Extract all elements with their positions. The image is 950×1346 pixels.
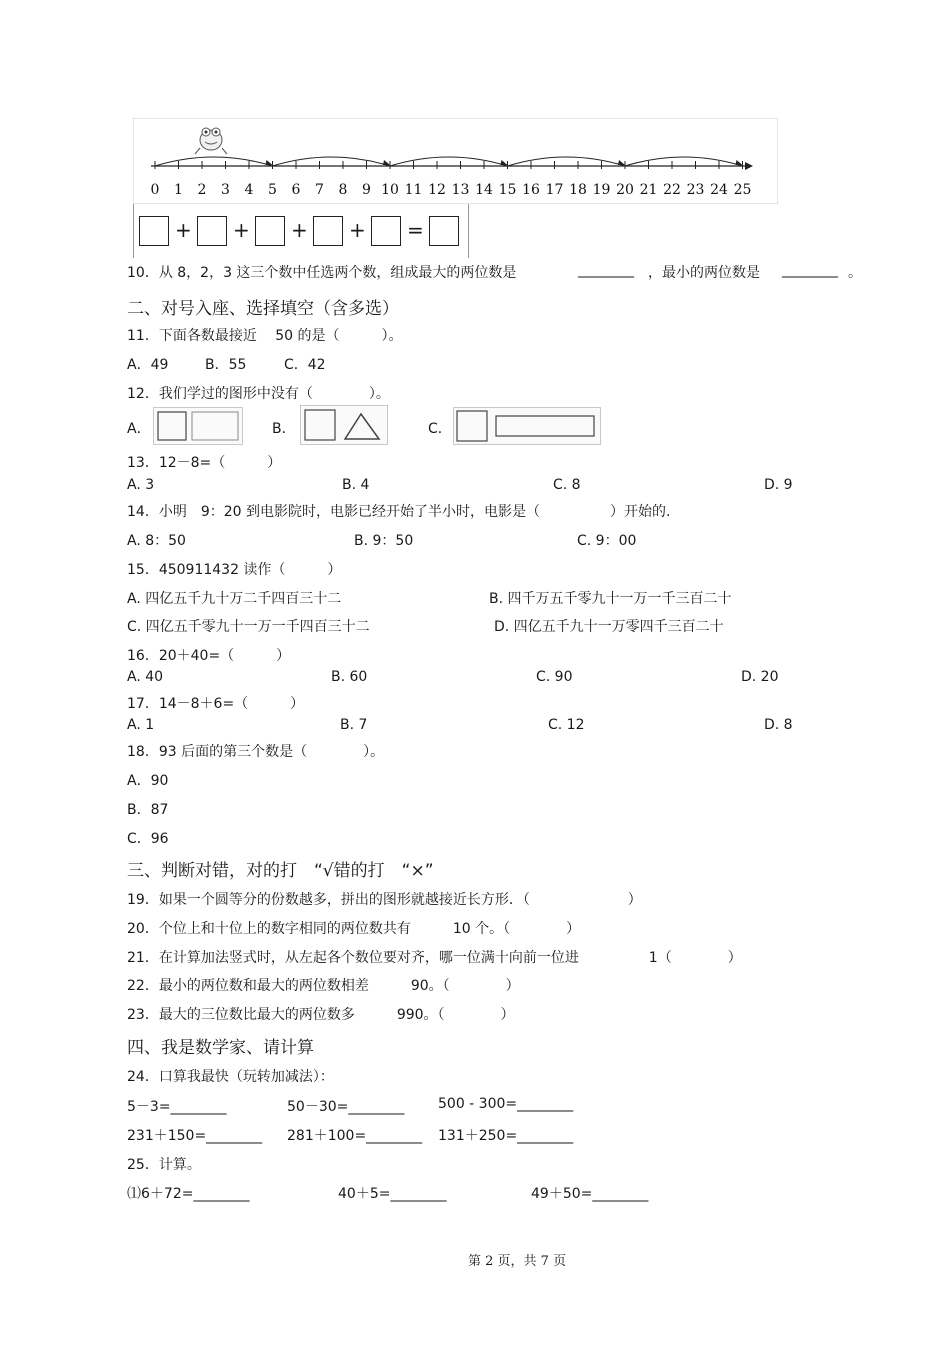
q14-option-b: B. 9：50 <box>354 533 414 549</box>
answer-box <box>313 216 343 246</box>
q15-option-c: C. 四亿五千零九十一万一千四百三十二 <box>127 619 370 635</box>
tick-label: 13 <box>451 182 470 198</box>
tick-label: 18 <box>569 182 587 198</box>
q14-option-c: C. 9：00 <box>577 533 637 549</box>
number-line-figure <box>133 118 778 204</box>
plus-sign: + <box>233 218 250 242</box>
question-22: 22．最小的两位数和最大的两位数相差 90。（ ） <box>127 978 520 994</box>
q25-item-2: 40＋5=________ <box>338 1186 447 1202</box>
tick-label: 8 <box>338 182 348 198</box>
question-14: 14．小明 9：20 到电影院时，电影已经开始了半小时，电影是（ ）开始的. <box>127 504 671 520</box>
q13-option-c: C. 8 <box>553 477 581 493</box>
question-16: 16．20＋40=（ ） <box>127 648 291 664</box>
question-24: 24．口算我最快（玩转加减法）： <box>127 1069 334 1085</box>
q12-option-c: C． <box>428 421 452 437</box>
tick-label: 17 <box>545 182 564 198</box>
question-15: 15．450911432 读作（ ） <box>127 562 342 578</box>
tick-label: 25 <box>733 182 752 198</box>
tick-label: 24 <box>710 182 728 198</box>
tick-label: 10 <box>381 182 399 198</box>
q10-mid: ，最小的两位数是 <box>648 265 760 281</box>
plus-sign: + <box>349 218 366 242</box>
plus-sign: + <box>291 218 308 242</box>
section-2-heading: 二、对号入座、选择填空（含多选） <box>127 299 399 319</box>
square-triangle-icon <box>301 406 387 444</box>
q24-item-3: 500 - 300=________ <box>438 1096 574 1112</box>
q12-option-b: B． <box>272 421 296 437</box>
tick-label: 2 <box>197 182 207 198</box>
question-23: 23．最大的三位数比最大的两位数多 990。（ ） <box>127 1007 515 1023</box>
q24-item-4: 231＋150=________ <box>127 1128 263 1144</box>
tick-label: 1 <box>174 182 183 198</box>
tick-label: 15 <box>498 182 517 198</box>
answer-box <box>139 216 169 246</box>
question-21: 21．在计算加法竖式时，从左起各个数位要对齐，哪一位满十向前一位进 1（ ） <box>127 950 742 966</box>
q12-shape-b <box>300 405 388 445</box>
q12-option-a: A． <box>127 421 151 437</box>
q16-option-d: D. 20 <box>741 669 779 685</box>
tick-label: 19 <box>592 182 611 198</box>
tick-label: 0 <box>150 182 160 198</box>
tick-label: 20 <box>616 182 634 198</box>
q11-option-c: C．42 <box>284 357 326 373</box>
q18-option-a: A．90 <box>127 773 169 789</box>
q14-option-a: A. 8：50 <box>127 533 186 549</box>
q13-option-d: D. 9 <box>764 477 793 493</box>
q10-end: 。 <box>848 265 862 281</box>
question-19: 19．如果一个圆等分的份数越多，拼出的图形就越接近长方形．（ ） <box>127 892 642 908</box>
question-17: 17．14－8＋6=（ ） <box>127 696 305 712</box>
section-3-heading: 三、判断对错，对的打 “√错的打 “×” <box>127 861 434 881</box>
q24-item-1: 5－3=________ <box>127 1099 227 1115</box>
tick-label: 14 <box>475 182 493 198</box>
question-13: 13．12－8=（ ） <box>127 455 282 471</box>
answer-box <box>197 216 227 246</box>
page-footer: 第 2 页，共 7 页 <box>468 1254 567 1269</box>
question-12: 12．我们学过的图形中没有（ ）。 <box>127 386 390 402</box>
q17-option-a: A. 1 <box>127 717 155 733</box>
q16-option-c: C. 90 <box>536 669 573 685</box>
q25-item-1: ⑴6＋72=________ <box>127 1186 250 1202</box>
q16-option-a: A. 40 <box>127 669 164 685</box>
question-25: 25．计算。 <box>127 1157 201 1173</box>
square-rectangle-icon <box>154 408 242 444</box>
tick-label: 5 <box>268 182 277 198</box>
q10-blank-2: ________ <box>782 262 838 278</box>
q17-option-b: B. 7 <box>340 717 368 733</box>
plus-sign: + <box>175 218 192 242</box>
question-18: 18．93 后面的第三个数是（ ）。 <box>127 744 385 760</box>
q13-option-b: B. 4 <box>342 477 370 493</box>
question-20: 20．个位上和十位上的数字相同的两位数共有 10 个。（ ） <box>127 921 581 937</box>
q15-option-a: A. 四亿五千九十万二千四百三十二 <box>127 591 342 607</box>
tick-label: 16 <box>522 182 540 198</box>
q15-option-b: B. 四千万五千零九十一万一千三百二十 <box>489 591 732 607</box>
q17-option-c: C. 12 <box>548 717 585 733</box>
tick-label: 9 <box>362 182 371 198</box>
q10-blank-1: ________ <box>578 262 634 278</box>
tick-label: 23 <box>686 182 705 198</box>
tick-label: 6 <box>291 182 301 198</box>
answer-box <box>255 216 285 246</box>
tick-label: 7 <box>315 182 324 198</box>
q24-item-2: 50－30=________ <box>287 1099 405 1115</box>
q18-option-b: B．87 <box>127 802 169 818</box>
q13-option-a: A. 3 <box>127 477 155 493</box>
answer-box <box>371 216 401 246</box>
tick-label: 21 <box>639 182 658 198</box>
answer-box <box>429 216 459 246</box>
q12-shape-c <box>453 407 601 445</box>
equation-boxes <box>133 204 469 258</box>
tick-label: 12 <box>428 182 446 198</box>
q24-item-6: 131＋250=________ <box>438 1128 574 1144</box>
tick-label: 22 <box>663 182 681 198</box>
q10-text: 10．从 8，2，3 这三个数中任选两个数，组成最大的两位数是 <box>127 265 517 281</box>
question-11: 11．下面各数最接近 50 的是（ ）。 <box>127 328 403 344</box>
q17-option-d: D. 8 <box>764 717 793 733</box>
q16-option-b: B. 60 <box>331 669 368 685</box>
square-long-rectangle-icon <box>454 408 600 444</box>
q11-option-b: B．55 <box>205 357 247 373</box>
section-4-heading: 四、我是数学家、请计算 <box>127 1038 314 1058</box>
tick-label: 11 <box>404 182 423 198</box>
tick-label: 4 <box>244 182 254 198</box>
tick-label: 3 <box>221 182 230 198</box>
q25-item-3: 49＋50=________ <box>531 1186 649 1202</box>
q11-option-a: A．49 <box>127 357 169 373</box>
question-10 <box>127 262 516 282</box>
q15-option-d: D. 四亿五千九十一万零四千三百二十 <box>494 619 724 635</box>
equals-sign: = <box>407 218 424 242</box>
q18-option-c: C．96 <box>127 831 169 847</box>
q12-shape-a <box>153 407 243 445</box>
q24-item-5: 281＋100=________ <box>287 1128 423 1144</box>
